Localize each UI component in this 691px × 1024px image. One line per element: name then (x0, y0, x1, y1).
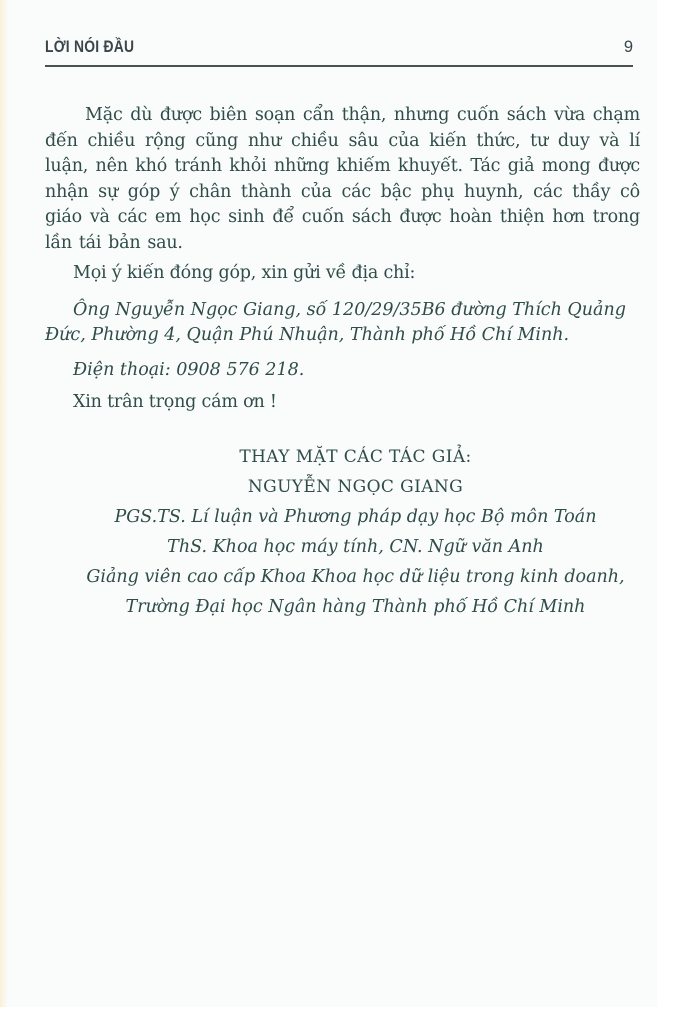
header-rule (45, 65, 633, 67)
signature-on-behalf: THAY MẶT CÁC TÁC GIẢ: (239, 446, 472, 467)
page-number: 9 (623, 38, 633, 56)
running-header (45, 38, 637, 57)
scan-edge-right (657, 0, 691, 1024)
paragraph-address: Ông Nguyễn Ngọc Giang, số 120/29/35B6 đường Thích Quảng Đức, Phường 4, Quận Phú Nhuận, Thành phố Hồ Chí Minh. (45, 299, 626, 345)
paragraph-thanks: Xin trân trọng cám ơn ! (73, 392, 277, 412)
paragraph-intro: Mặc dù được biên soạn cẩn thận, nhưng cuốn sách vừa chạm đến chiều rộng cũng như chiều sâu của kiến thức, tư duy và lí luận, nên khó tránh khỏi những khiếm khuyết. Tác giả mong được nhận sự góp ý chân thành của các bậc phụ huynh, các thầy cô giáo và các em học sinh để cuốn sách được hoàn thiện hơn trong lần tái bản sau. (45, 105, 640, 253)
signature-title-degree-1: PGS.TS. Lí luận và Phương pháp dạy học Bộ môn Toán (114, 506, 597, 527)
signature-author-name: NGUYỄN NGỌC GIANG (247, 476, 464, 497)
paragraph-feedback-invite: Mọi ý kiến đóng góp, xin gửi về địa chỉ: (73, 263, 416, 283)
signature-title-institution: Trường Đại học Ngân hàng Thành phố Hồ Chí Minh (125, 596, 586, 617)
running-header-title: LỜI NÓI ĐẦU (45, 38, 135, 56)
signature-block (45, 442, 640, 622)
page-content (45, 103, 640, 622)
scan-edge-bottom (0, 1007, 691, 1024)
signature-title-position: Giảng viên cao cấp Khoa Khoa học dữ liệu trong kinh doanh, (86, 566, 625, 587)
paragraph-phone: Điện thoại: 0908 576 218. (73, 359, 305, 380)
scan-edge-left (0, 0, 8, 1007)
signature-title-degree-2: ThS. Khoa học máy tính, CN. Ngữ văn Anh (167, 536, 544, 557)
